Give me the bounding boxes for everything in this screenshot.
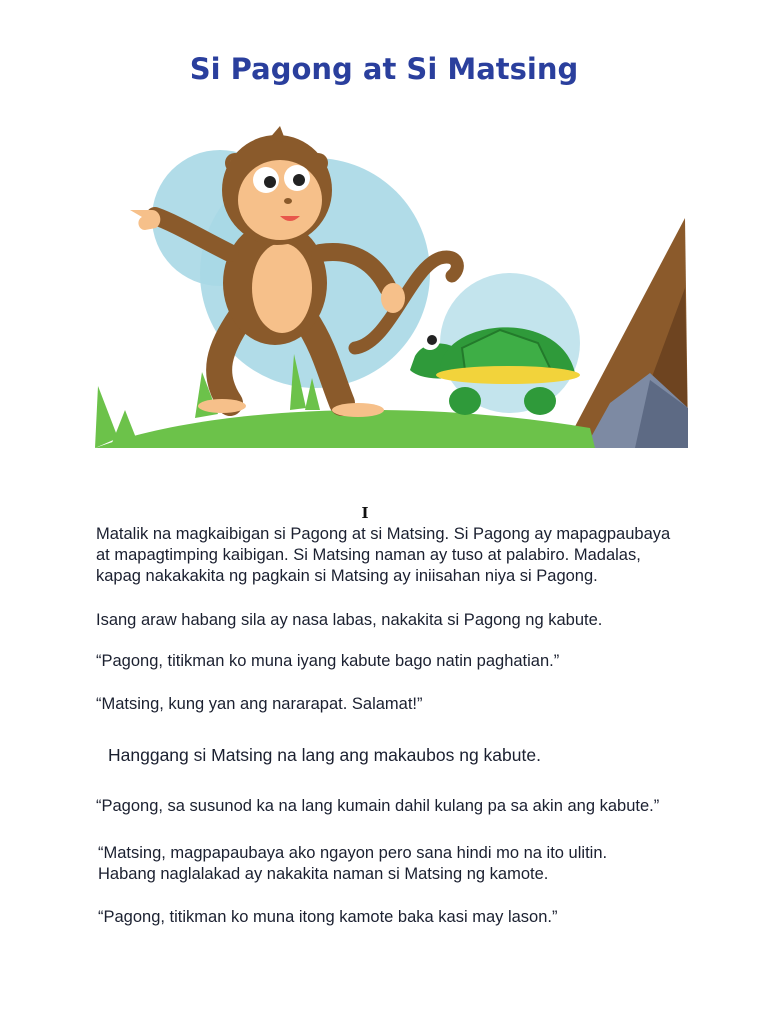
paragraph-line: “Matsing, magpapaubaya ako ngayon pero sana hindi mo na ito ulitin. bbox=[98, 844, 608, 862]
paragraph-line: kapag nakakakita ng pagkain si Matsing ay iniisahan niya si Pagong. bbox=[96, 567, 598, 585]
story-illustration bbox=[90, 118, 690, 453]
section-number: I bbox=[361, 504, 369, 522]
page-title: Si Pagong at Si Matsing bbox=[189, 52, 579, 86]
story-paragraph-1 bbox=[96, 524, 696, 587]
dialogue-line-3: “Pagong, sa susunod ka na lang kumain dahil kulang pa sa akin ang kabute.” bbox=[96, 797, 660, 815]
story-paragraph-2: Isang araw habang sila ay nasa labas, nakakita si Pagong ng kabute. bbox=[96, 611, 603, 629]
paragraph-line: at mapagtimping kaibigan. Si Matsing naman ay tuso at palabiro. Madalas, bbox=[96, 546, 641, 564]
dialogue-line-4 bbox=[98, 843, 698, 885]
dialogue-line-5: “Pagong, titikman ko muna itong kamote baka kasi may lason.” bbox=[98, 908, 558, 926]
dialogue-line-2: “Matsing, kung yan ang nararapat. Salamat!” bbox=[96, 695, 423, 713]
dialogue-line-1: “Pagong, titikman ko muna iyang kabute bago natin paghatian.” bbox=[96, 652, 560, 670]
paragraph-line: Habang naglalakad ay nakakita naman si Matsing ng kamote. bbox=[98, 865, 549, 883]
story-paragraph-3: Hanggang si Matsing na lang ang makaubos ng kabute. bbox=[108, 745, 541, 765]
paragraph-line: Matalik na magkaibigan si Pagong at si Matsing. Si Pagong ay mapagpaubaya bbox=[96, 525, 671, 543]
